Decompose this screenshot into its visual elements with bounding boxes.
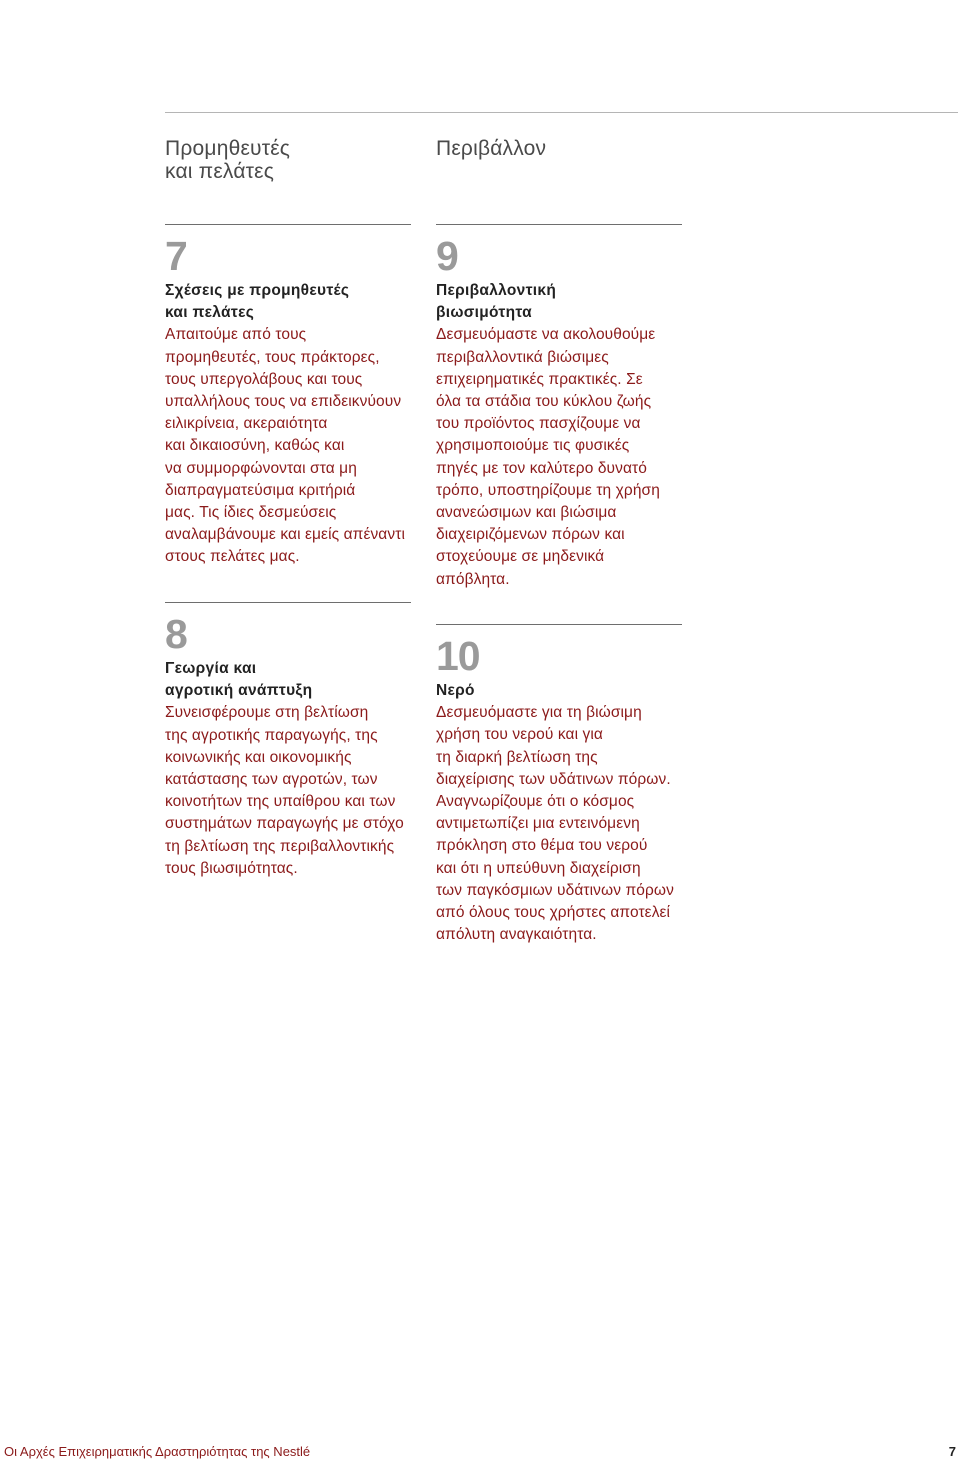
principle-number: 9 — [436, 233, 458, 279]
principle-divider — [436, 224, 682, 225]
section-title-environment: Περιβάλλον — [436, 137, 547, 160]
principle-block-8 — [165, 602, 411, 880]
top-divider — [165, 112, 958, 113]
principle-block-10 — [436, 624, 682, 946]
principle-body: Δεσμευόμαστε για τη βιώσιμη χρήση του νερού και για τη διαρκή βελτίωση της διαχείρισης των υδάτινων πόρων. Αναγνωρίζουμε ότι ο κόσμος αντιμετωπίζει μια εντεινόμενη πρόκληση στο θέμα του νερού και ότι η υπεύθυνη διαχείριση των παγκόσμιων υδάτινων πόρων από όλους τους χρήστες αποτελεί απόλυτη αναγκαιότητα. — [436, 704, 674, 944]
principle-number: 8 — [165, 611, 187, 657]
principle-number: 7 — [165, 233, 187, 279]
principle-heading: Σχέσεις με προμηθευτές και πελάτες — [165, 282, 350, 322]
page-number: 7 — [948, 1444, 956, 1459]
principle-divider — [165, 224, 411, 225]
principle-block-7 — [165, 224, 411, 569]
principle-body: Απαιτούμε από τους προμηθευτές, τους πράκτορες, τους υπεργολάβους και τους υπαλλήλους τους να επιδεικνύουν ειλικρίνεια, ακεραιότητα και δικαιοσύνη, καθώς και να συμμορφώνονται στα μη διαπραγματεύσιμα κριτήριά μας. Τις ίδιες δεσμεύσεις αναλαμβάνουμε και εμείς απέναντι στους πελάτες μας. — [165, 326, 405, 566]
principle-divider — [436, 624, 682, 625]
principle-body: Συνεισφέρουμε στη βελτίωση της αγροτικής παραγωγής, της κοινωνικής και οικονομικής κατάστασης των αγροτών, των κοινοτήτων της υπαίθρου και των συστημάτων παραγωγής με στόχο τη βελτίωση της περιβαλλοντικής τους βιωσιμότητας. — [165, 704, 404, 877]
principle-heading: Γεωργία και αγροτική ανάπτυξη — [165, 660, 313, 700]
principle-divider — [165, 602, 411, 603]
principle-number: 10 — [436, 633, 480, 679]
footer-document-title: Οι Αρχές Επιχειρηματικής Δραστηριότητας της Nestlé — [4, 1444, 311, 1459]
principle-heading: Νερό — [436, 682, 475, 699]
principle-body: Δεσμευόμαστε να ακολουθούμε περιβαλλοντικά βιώσιμες επιχειρηματικές πρακτικές. Σε όλα τα στάδια του κύκλου ζωής του προϊόντος πασχίζουμε να χρησιμοποιούμε τις φυσικές πηγές με τον καλύτερο δυνατό τρόπο, υποστηρίζουμε τη χρήση ανανεώσιμων και βιώσιμα διαχειριζόμενων πόρων και στοχεύουμε σε μηδενικά απόβλητα. — [436, 326, 660, 588]
section-title-suppliers: Προμηθευτές και πελάτες — [165, 137, 291, 183]
principle-heading: Περιβαλλοντική βιωσιμότητα — [436, 282, 557, 322]
principle-block-9 — [436, 224, 682, 591]
page-footer — [4, 1443, 956, 1461]
